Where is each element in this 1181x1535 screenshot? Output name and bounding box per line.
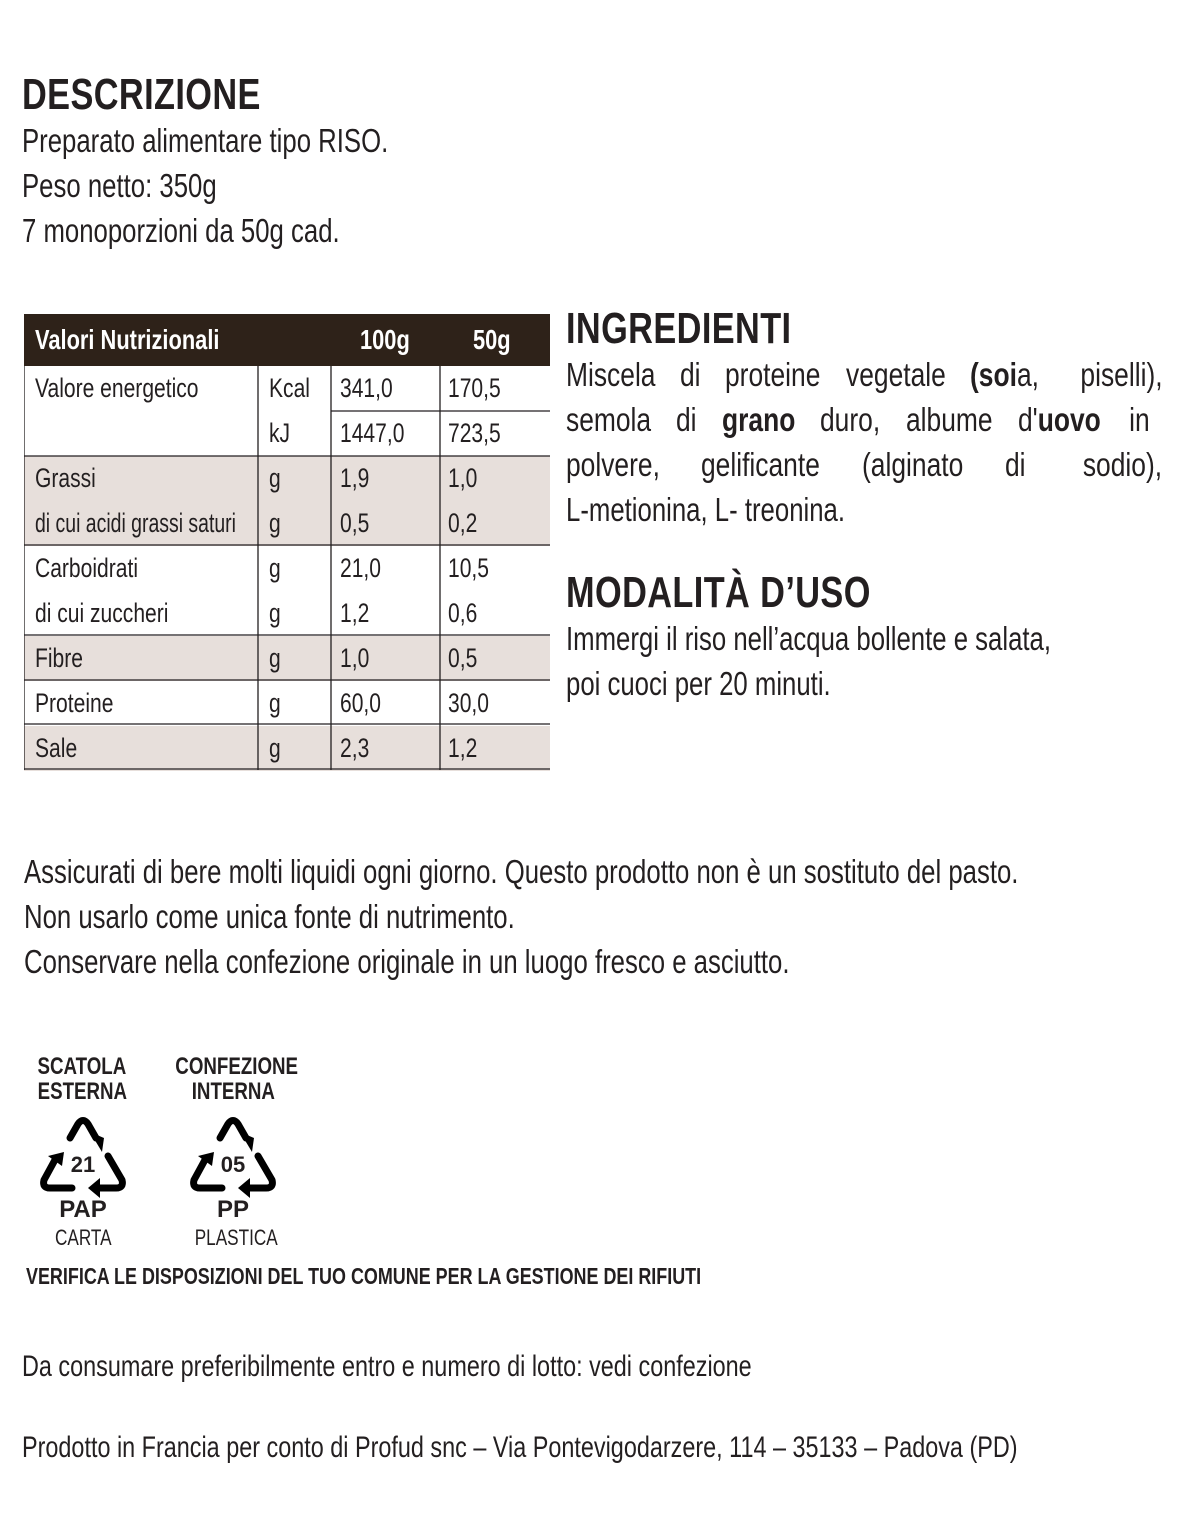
table-row [24,591,550,636]
nutrient-value-100g: 341,0 [340,373,393,403]
ingredient-word: proteine [725,356,821,393]
nutrient-value-100g: 60,0 [340,688,381,718]
ingredient-word: albume [905,401,993,438]
table-row [24,636,550,681]
ingredients-line [566,397,1151,442]
usage-section [566,570,1181,706]
recycling-title: SCATOLA [37,1053,127,1080]
usage-line: poi cuoci per 20 minuti. [566,665,831,702]
nutrition-header-50g: 50g [473,324,511,355]
recycling-title: INTERNA [191,1078,275,1105]
warning-line: Non usarlo come unica fonte di nutrimento. [24,898,515,935]
ingredient-word: vegetale [845,356,946,393]
producer-info: Prodotto in Francia per conto di Profud snc – Via Pontevigodarzere, 114 – 35133 – Padova (PD) [22,1431,1018,1464]
nutrient-name: Carboidrati [35,553,139,583]
ingredient-word: gelificante [701,446,821,483]
description-section [22,72,492,253]
nutrient-value-100g: 1,0 [340,643,370,673]
ingredient-word: polvere, [566,446,660,483]
table-row [24,411,550,456]
usage-title: MODALITÀ D’USO [566,568,871,617]
expiry-note: Da consumare preferibilmente entro e numero di lotto: vedi confezione [22,1350,752,1383]
nutrient-value-50g: 170,5 [448,373,501,403]
table-row [24,501,550,546]
nutrient-unit: g [269,688,281,718]
nutrition-header-100g: 100g [360,324,410,355]
recycling-item-box [21,1054,143,1104]
nutrient-name: di cui zuccheri [35,598,169,628]
recycling-material-name: PLASTICA [194,1225,278,1250]
nutrient-unit: g [269,733,281,763]
recycling-title: CONFEZIONE [175,1053,299,1080]
warning-line: Conservare nella confezione originale in un luogo fresco e asciutto. [24,943,790,980]
table-row [24,726,550,771]
nutrient-value-50g: 0,2 [448,508,478,538]
nutrient-value-100g: 2,3 [340,733,370,763]
description-line: Peso netto: 350g [22,167,217,204]
ingredients-title: INGREDIENTI [566,304,792,353]
recycling-item-bag [158,1054,308,1104]
recycling-code: 21 [70,1152,96,1177]
nutrition-table-header [24,314,550,366]
ingredients-line [566,442,1162,487]
ingredients-line: L-metionina, L- treonina. [566,491,846,528]
ingredient-word-allergen: d'uovo [1017,401,1101,438]
nutrient-value-100g: 1,2 [340,598,370,628]
ingredient-word: Miscela [566,356,656,393]
table-row [24,366,550,411]
nutrient-unit: g [269,643,281,673]
nutrient-name: Fibre [35,643,83,673]
table-row [24,681,550,726]
nutrient-name: Sale [35,733,78,763]
nutrient-name: Proteine [35,688,114,718]
nutrient-value-100g: 0,5 [340,508,370,538]
warnings-section [24,849,1181,984]
nutrient-unit: Kcal [269,373,310,403]
recycling-material: PP [216,1196,249,1223]
ingredient-word: di [1004,446,1026,483]
nutrition-header-label: Valori Nutrizionali [35,324,220,355]
nutrient-unit: kJ [269,418,291,448]
nutrient-value-50g: 1,2 [448,733,478,763]
warning-line: Assicurati di bere molti liquidi ogni giorno. Questo prodotto non è un sostituto del pasto. [24,853,1019,890]
recycling-title: ESTERNA [37,1078,127,1105]
usage-line: Immergi il riso nell’acqua bollente e salata, [566,620,1052,657]
ingredient-word: piselli), [1080,356,1163,393]
nutrient-value-50g: 0,5 [448,643,478,673]
nutrient-unit: g [269,508,281,538]
nutrient-name: di cui acidi grassi saturi [35,508,236,538]
ingredient-word: semola [566,401,652,438]
nutrient-value-50g: 723,5 [448,418,501,448]
nutrient-value-50g: 0,6 [448,598,478,628]
ingredient-word-allergen: grano [721,401,796,438]
nutrient-name: Valore energetico [35,373,199,403]
description-title: DESCRIZIONE [22,70,261,119]
ingredient-word: di [676,401,697,438]
recycling-material: PAP [59,1196,107,1223]
nutrient-value-50g: 30,0 [448,688,489,718]
description-line: 7 monoporzioni da 50g cad. [22,212,340,249]
ingredient-word-allergen: (soia, [970,356,1040,393]
nutrient-unit: g [269,463,281,493]
nutrient-value-100g: 1,9 [340,463,370,493]
ingredients-line [566,352,1163,397]
description-line: Preparato alimentare tipo RISO. [22,122,389,159]
nutrient-value-50g: 10,5 [448,553,489,583]
recycling-material-name: CARTA [54,1225,112,1250]
nutrient-name: Grassi [35,463,96,493]
ingredient-word: duro, [820,401,881,438]
recycling-code: 05 [220,1152,246,1177]
waste-disposal-note: VERIFICA LE DISPOSIZIONI DEL TUO COMUNE PER LA GESTIONE DEI RIFIUTI [26,1263,702,1289]
ingredient-word: di [680,356,701,393]
ingredient-word: (alginato [861,446,964,483]
table-row [24,546,550,591]
nutrient-unit: g [269,598,281,628]
nutrient-value-50g: 1,0 [448,463,478,493]
ingredient-word: in [1129,401,1151,438]
ingredient-word: sodio), [1082,446,1162,483]
nutrient-unit: g [269,553,281,583]
nutrient-value-100g: 1447,0 [340,418,405,448]
nutrition-table [24,314,550,771]
nutrient-value-100g: 21,0 [340,553,381,583]
ingredients-section [566,304,1163,532]
table-row [24,456,550,501]
